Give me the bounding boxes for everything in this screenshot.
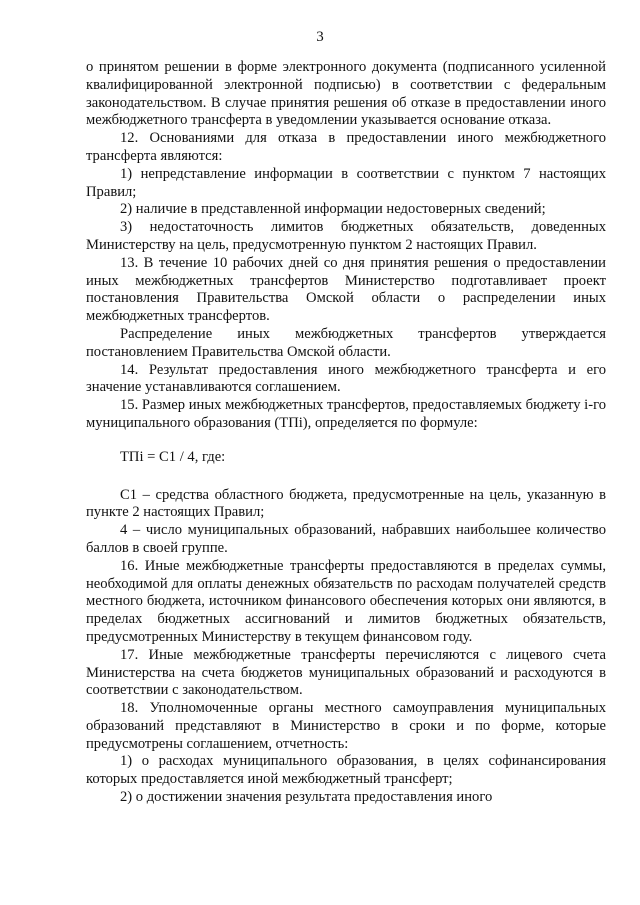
paragraph-continuation: о принятом решении в форме электронного документа (подписанного усиленной квалифицированной электронной подписью) в соответствии с федеральным законодательством. В случае принятия решения об отказе в предоставлении иного межбюджетного трансферта в уведомлении указывается основание отказа. <box>86 59 606 129</box>
page-number: 3 <box>316 29 324 45</box>
paragraph-12: 12. Основаниями для отказа в предоставлении иного межбюджетного трансферта являются: <box>86 130 606 164</box>
paragraph-12-item-3: 3) недостаточность лимитов бюджетных обязательств, доведенных Министерству на цель, предусмотренную пунктом 2 настоящих Правил. <box>86 219 606 253</box>
formula-definition-c1: С1 – средства областного бюджета, предусмотренные на цель, указанную в пункте 2 настоящих Правил; <box>86 486 606 521</box>
paragraph-13: 13. В течение 10 рабочих дней со дня принятия решения о предоставлении иных межбюджетных трансфертов Министерство подготавливает проект постановления Правительства Омской области о распределении иных межбюджетных трансфертов. <box>86 254 606 325</box>
paragraph-16: 16. Иные межбюджетные трансферты предоставляются в пределах суммы, необходимой для оплаты денежных обязательств по расходам получателей средств местного бюджета, источником финансового обеспечения которых они являются, в пределах бюджетных ассигнований и лимитов бюджетных обязательств, предусмотренных Министерству в текущем финансовом году. <box>86 557 606 645</box>
document-body <box>86 59 606 807</box>
paragraph-12-item-1: 1) непредставление информации в соответствии с пунктом 7 настоящих Правил; <box>86 165 606 200</box>
formula: ТПi = С1 / 4, где: <box>120 448 226 465</box>
formula-definition-4: 4 – число муниципальных образований, набравших наибольшее количество баллов в своей группе. <box>86 522 606 556</box>
paragraph-18: 18. Уполномоченные органы местного самоуправления муниципальных образований представляют в Министерство в сроки и по форме, которые предусмотрены соглашением, отчетность: <box>86 700 606 752</box>
paragraph-17: 17. Иные межбюджетные трансферты перечисляются с лицевого счета Министерства на счета бюджетов муниципальных образований и расходуются в соответствии с законодательством. <box>86 646 606 699</box>
paragraph-18-item-1: 1) о расходах муниципального образования, в целях софинансирования которых предоставляется иной межбюджетный трансферт; <box>86 753 606 788</box>
paragraph-15: 15. Размер иных межбюджетных трансфертов, предоставляемых бюджету i-го муниципального образования (ТПi), определяется по формуле: <box>86 397 606 431</box>
paragraph-12-item-2: 2) наличие в представленной информации недостоверных сведений; <box>120 201 546 218</box>
paragraph-14: 14. Результат предоставления иного межбюджетного трансферта и его значение устанавливаются соглашением. <box>86 361 606 396</box>
paragraph-18-item-2: 2) о достижении значения результата предоставления иного <box>120 789 493 806</box>
paragraph-13-distribution: Распределение иных межбюджетных трансфертов утверждается постановлением Правительства Омской области. <box>86 325 606 360</box>
